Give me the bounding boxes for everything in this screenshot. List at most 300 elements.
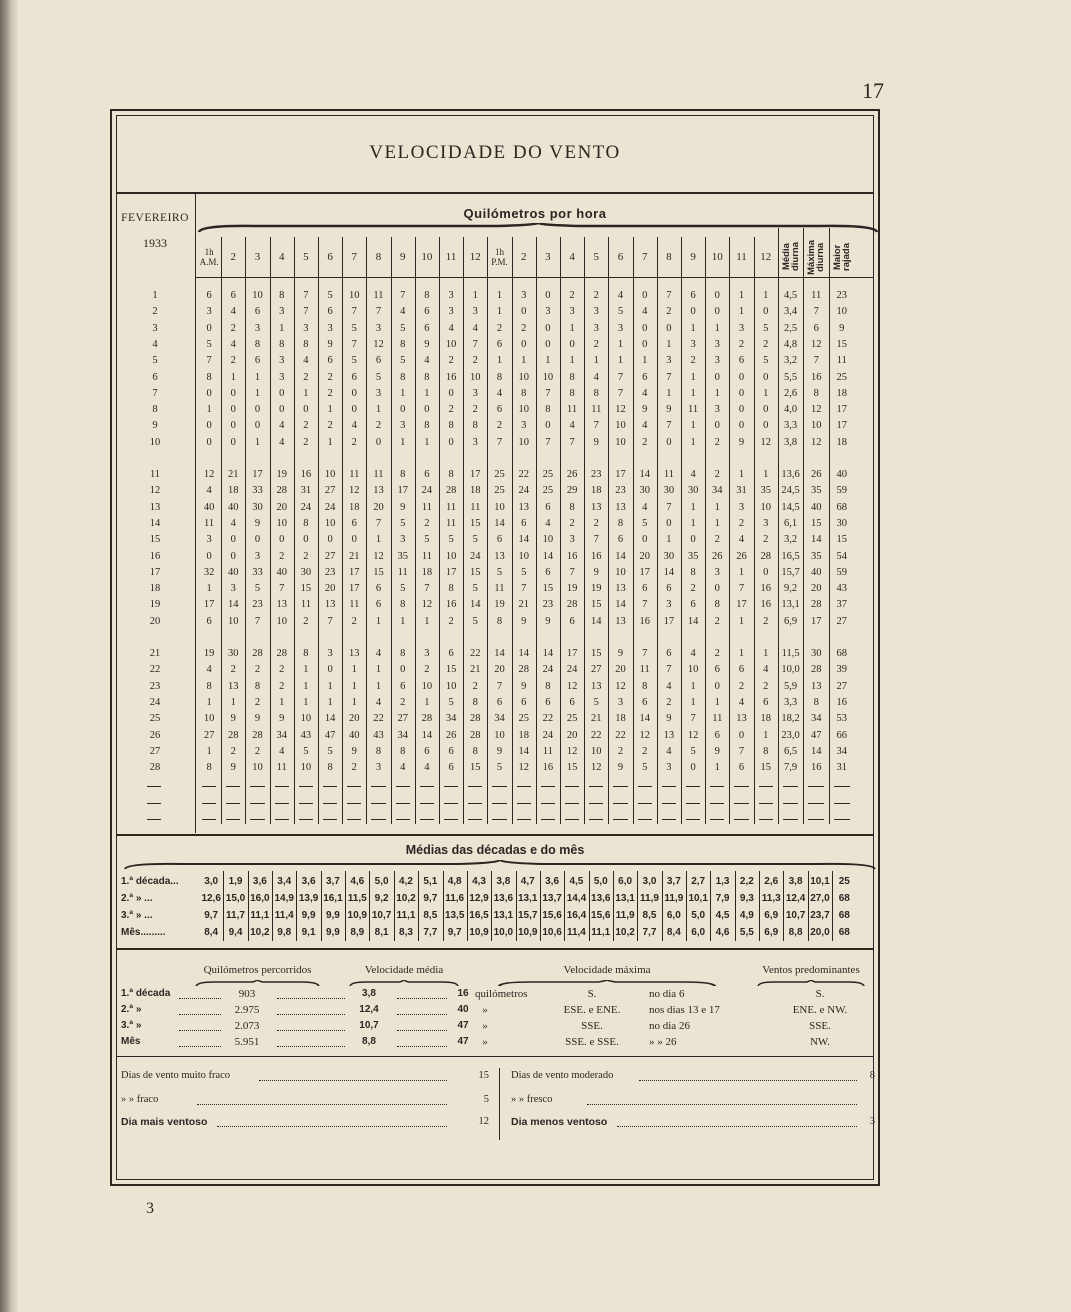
data-cell: 21 [518,599,529,611]
data-cell: 22 [470,648,481,659]
data-cell: 35 [760,485,771,497]
data-cell: 2 [738,517,745,529]
data-cell: 18,2 [781,713,800,725]
data-cell: 28 [760,550,771,562]
data-cell: 2 [666,696,672,708]
data-cell: 0 [690,534,696,546]
data-cell: 9 [521,615,527,627]
data-cell: 16 [760,599,771,611]
vmed-value: 3,8 [362,988,376,999]
average-cell: 6,0 [666,910,681,921]
data-cell: 7 [521,583,527,595]
average-cell: 10,1 [688,893,708,904]
data-cell: 0 [230,420,236,432]
data-cell: 1 [763,729,769,741]
average-cell: 11,3 [761,893,781,904]
data-cell: 2 [714,615,720,627]
data-cell: 8 [303,648,309,659]
column-header-label: 2 [520,251,527,263]
average-column-divider [564,871,565,941]
data-cell: 7 [617,387,624,399]
empty-row-dash [734,819,748,820]
data-cell: 31 [300,485,312,497]
average-cell: 5,5 [739,927,754,938]
summary-label: Mês [121,1036,141,1047]
data-cell: 6 [375,599,382,611]
data-cell: 7 [813,306,819,318]
empty-row-dash [710,786,724,787]
data-cell: 21 [349,550,360,562]
data-cell: 34 [810,713,822,725]
data-cell: 0 [327,534,333,546]
data-cell: 7 [593,420,599,432]
data-cell: 7 [327,615,333,627]
average-cell: 4,6 [715,927,730,938]
data-cell: 23 [836,290,848,301]
data-cell: 7 [617,371,624,383]
data-cell: 9 [545,615,551,627]
data-cell: 2 [496,322,503,334]
data-cell: 18 [349,501,360,513]
data-cell: 6 [254,306,261,318]
data-cell: 1 [666,338,672,350]
column-header-label: 5 [593,251,600,263]
empty-row-dash [226,819,240,820]
data-cell: 15 [542,583,554,595]
data-cell: 17 [349,566,360,578]
data-cell: 4 [617,290,624,301]
data-cell: 13 [494,550,505,562]
data-cell: 17 [836,404,848,416]
data-cell: 5 [642,517,648,529]
average-cell: 9,4 [228,927,243,938]
data-cell: 6 [448,762,454,774]
average-column-divider [272,871,273,941]
data-cell: 8 [400,648,406,659]
data-cell: 7 [738,583,745,595]
data-cell: 1 [714,762,720,774]
data-cell: 7 [666,664,672,676]
data-cell: 14 [470,599,481,611]
data-cell: 30 [252,501,263,513]
data-cell: 27 [324,550,336,562]
average-cell: 13,1 [615,893,635,904]
empty-row-dash [492,819,506,820]
column-header [221,237,245,277]
data-cell: 9 [617,762,624,774]
data-cell: 5 [303,745,309,757]
data-cell: 12 [203,469,215,480]
data-cell: 40 [228,566,239,578]
data-cell: 15 [300,583,312,595]
data-cell: 28 [810,599,822,611]
average-cell: 11,4 [566,927,586,938]
data-cell: 3,8 [784,436,798,448]
data-cell: 1 [327,680,333,692]
data-cell: 2 [230,322,236,334]
data-cell: 28 [276,485,287,497]
data-cell: 2 [424,517,430,529]
data-cell: 0 [448,387,454,399]
data-cell: 15 [373,566,384,578]
data-cell: 0 [666,517,672,529]
data-cell: 1 [279,322,285,334]
data-cell: 8 [375,745,382,757]
average-cell: 6,9 [764,910,779,921]
average-cell: 1,3 [715,876,730,887]
average-column-divider [223,871,224,941]
data-cell: 5 [472,615,478,627]
data-cell: 1 [375,680,382,692]
day-label: 3 [152,322,158,334]
data-cell: 16 [300,469,312,480]
day-label: 19 [149,599,161,611]
empty-row-dash [565,786,579,787]
data-cell: 1 [545,355,551,367]
data-cell: 1 [593,355,599,367]
data-cell: 22 [542,713,554,725]
data-cell: 24 [542,664,554,676]
data-cell: 8 [813,696,819,708]
data-cell: 27 [836,615,848,627]
data-cell: 20 [566,729,578,741]
data-cell: 10 [494,501,505,513]
data-cell: 9 [254,517,261,529]
empty-row-dash [662,786,676,787]
data-cell: 2 [593,338,599,350]
data-cell: 1 [714,322,720,334]
data-cell: 23,0 [781,729,800,741]
data-cell: 1 [424,615,430,627]
wind-days-label: Dia mais ventoso [121,1116,208,1128]
leader-dots [639,1072,857,1081]
leader-dots [197,1096,447,1105]
data-cell: 4 [230,306,236,318]
average-cell: 11,9 [640,893,659,904]
data-cell: 17 [810,615,822,627]
column-header-label: 8 [666,251,672,263]
data-cell: 7 [666,371,672,383]
day-label: 24 [149,696,161,708]
data-cell: 4 [230,338,236,350]
data-cell: 24 [566,664,578,676]
average-cell: 11,4 [274,910,294,921]
day-label: 10 [149,436,161,448]
data-cell: 0 [206,387,212,399]
data-cell: 5 [593,696,599,708]
data-cell: 26 [810,469,822,480]
empty-row-dash [808,819,824,820]
empty-row-dash [783,786,799,787]
data-cell: 10 [349,290,360,301]
data-cell: 7 [690,713,696,725]
wind-days-value: 5 [483,1094,489,1105]
column-header [657,237,681,277]
data-cell: 2 [327,420,333,432]
data-cell: 5 [642,762,648,774]
data-cell: 25 [542,469,554,480]
data-cell: 3 [545,306,551,318]
data-cell: 9 [714,745,720,757]
data-cell: 3 [206,534,212,546]
data-cell: 22 [591,729,602,741]
data-cell: 12 [518,762,529,774]
data-cell: 1 [254,387,261,399]
day-label: 28 [149,762,161,774]
data-cell: 3,2 [784,355,798,367]
data-cell: 0 [279,387,285,399]
average-cell: 4,8 [447,876,462,887]
data-cell: 8 [545,404,551,416]
data-cell: 18 [760,713,771,725]
data-cell: 30 [836,517,848,529]
data-cell: 6 [424,306,430,318]
data-cell: 34 [276,729,287,741]
data-cell: 5 [496,762,503,774]
data-cell: 17 [252,469,263,480]
data-cell: 20 [810,583,822,595]
average-cell: 4,3 [472,876,486,887]
data-cell: 1 [714,696,720,708]
data-cell: 8 [496,371,503,383]
data-cell: 3 [375,387,382,399]
empty-row-dash [565,819,579,820]
data-cell: 31 [836,762,848,774]
data-cell: 0 [642,338,648,350]
data-cell: 30 [663,550,675,562]
data-cell: 27 [397,713,408,725]
average-column-divider [418,871,419,941]
data-cell: 11 [204,517,215,529]
data-cell: 7 [206,355,212,367]
average-cell: 25 [838,876,850,887]
empty-row-dash [396,819,410,820]
data-cell: 2 [714,436,720,448]
column-header [463,237,487,277]
data-cell: 3 [593,322,599,334]
data-cell: 18 [518,729,529,741]
empty-row-dash [396,803,410,804]
data-cell: 2 [400,696,406,708]
empty-row-dash [468,786,482,787]
data-cell: 17 [349,583,360,595]
column-header-label: 11 [736,251,747,263]
data-cell: 7 [496,436,503,448]
data-cell: 1 [230,371,236,383]
data-cell: 11 [663,469,674,480]
average-cell: 4,6 [350,876,365,887]
data-cell: 3 [714,566,720,578]
data-cell: 2 [714,469,720,480]
data-cell: 4 [545,517,551,529]
data-cell: 3 [375,322,382,334]
data-cell: 5 [400,355,406,367]
day-label: 6 [152,371,158,383]
km-value: 2.073 [234,1020,260,1032]
data-cell: 39 [836,664,848,676]
data-cell: 27 [591,664,602,676]
data-cell: 2 [714,534,720,546]
data-cell: 11 [688,404,699,416]
data-cell: 0 [642,534,648,546]
data-cell: 10 [276,517,287,529]
data-cell: 6 [230,290,236,301]
wind-days-value: 15 [478,1070,489,1081]
data-cell: 10 [324,517,336,529]
data-cell: 1 [303,387,309,399]
data-cell: 1 [690,696,696,708]
average-cell: 4,2 [399,876,413,887]
averages-bottom-rule [117,948,873,950]
predominant-wind: SSE. [809,1020,831,1032]
day-label: 22 [149,664,161,676]
data-cell: 3 [303,322,309,334]
data-cell: 40 [228,501,239,513]
column-header-label: 8 [375,251,382,263]
data-cell: 1 [279,696,285,708]
data-cell: 10 [836,306,848,318]
average-cell: 10,0 [493,927,514,938]
data-cell: 13 [736,713,747,725]
empty-row-dash [299,803,313,804]
day-label: 2 [152,306,158,318]
data-cell: 1 [400,387,406,399]
leader-dots [259,1072,447,1081]
data-cell: 0 [351,534,357,546]
data-cell: 40 [836,469,848,480]
data-cell: 2 [351,762,357,774]
data-cell: 15 [470,762,481,774]
data-cell: 1 [738,290,745,301]
summary-bottom-rule [117,1056,873,1057]
empty-row-dash [226,786,240,787]
data-cell: 7 [254,615,261,627]
leader-dots [617,1118,857,1127]
data-cell: 19 [591,583,602,595]
data-cell: 5 [763,355,769,367]
day-label: 25 [149,713,161,725]
data-cell: 15 [760,762,771,774]
data-cell: 8 [327,762,333,774]
average-cell: 20,0 [810,927,830,938]
average-cell: 13,6 [493,893,514,904]
data-cell: 22 [518,469,529,480]
data-cell: 5 [690,745,696,757]
average-cell: 2,7 [691,876,706,887]
data-cell: 2 [472,680,478,692]
data-cell: 0 [763,404,769,416]
empty-row-dash [710,819,724,820]
average-cell: 11,1 [591,927,611,938]
data-cell: 15,7 [781,566,800,578]
average-cell: 9,7 [423,893,438,904]
empty-row-dash [420,786,434,787]
data-cell: 12 [810,338,822,350]
data-cell: 10 [470,371,481,383]
data-cell: 53 [836,713,848,725]
data-cell: 0 [424,404,430,416]
data-cell: 3 [279,371,285,383]
data-cell: 1 [763,290,769,301]
data-cell: 0 [738,387,745,399]
data-cell: 2 [472,404,478,416]
column-header-label: 2 [230,251,237,263]
average-cell: 68 [838,893,850,904]
data-cell: 1 [254,436,261,448]
data-cell: 3 [666,599,672,611]
empty-row-dash [371,819,385,820]
data-cell: 0 [690,306,696,318]
data-cell: 8 [496,615,503,627]
data-cell: 5 [448,534,454,546]
average-cell: 13,7 [542,893,562,904]
average-cell: 7,9 [715,893,730,904]
data-cell: 25 [494,485,505,497]
data-cell: 6 [375,583,382,595]
data-cell: 7 [545,387,551,399]
data-cell: 3 [448,306,454,318]
data-cell: 10 [518,404,529,416]
average-cell: 68 [838,910,850,921]
header-bottom-rule [196,277,873,278]
average-cell: 13,5 [444,910,465,921]
data-cell: 4,0 [784,404,798,416]
data-cell: 2 [763,615,769,627]
data-cell: 28 [252,729,263,741]
decade-label: Mês......... [121,927,166,938]
column-header-label: 1h P.M. [491,247,508,267]
data-cell: 16 [810,762,822,774]
empty-row-dash [202,786,216,787]
data-cell: 10 [445,338,457,350]
empty-row-dash [686,819,700,820]
leader-dots [179,1006,221,1015]
empty-row-dash [710,803,724,804]
wind-days-label: Dias de vento muito fraco [121,1070,231,1081]
data-cell: 7 [642,599,648,611]
data-cell: 3 [254,322,261,334]
data-cell: 3 [472,306,478,318]
data-cell: 8 [279,338,285,350]
day-label: 16 [149,550,161,562]
data-cell: 3 [666,355,672,367]
data-cell: 18 [470,485,481,497]
average-column-divider [540,871,541,941]
data-cell: 3,4 [784,306,798,318]
average-column-divider [369,871,370,941]
average-column-divider [491,871,492,941]
data-cell: 6 [813,322,819,334]
data-cell: 18 [591,485,602,497]
data-cell: 1 [738,469,745,480]
data-cell: 2 [763,680,769,692]
data-cell: 40 [276,566,287,578]
data-cell: 8 [424,290,430,301]
data-cell: 19 [494,599,505,611]
data-cell: 17 [836,420,848,432]
data-cell: 1 [738,306,745,318]
data-cell: 10 [445,550,457,562]
data-cell: 28 [518,664,529,676]
day-label: 9 [152,420,158,432]
average-column-divider [321,871,322,941]
average-cell: 9,9 [325,910,340,921]
data-cell: 6,5 [784,745,798,757]
predominant-wind: NW. [809,1036,831,1048]
data-cell: 11 [836,355,847,367]
vmax-day: nos dias 13 e 17 [649,1004,720,1016]
data-cell: 1 [351,664,357,676]
